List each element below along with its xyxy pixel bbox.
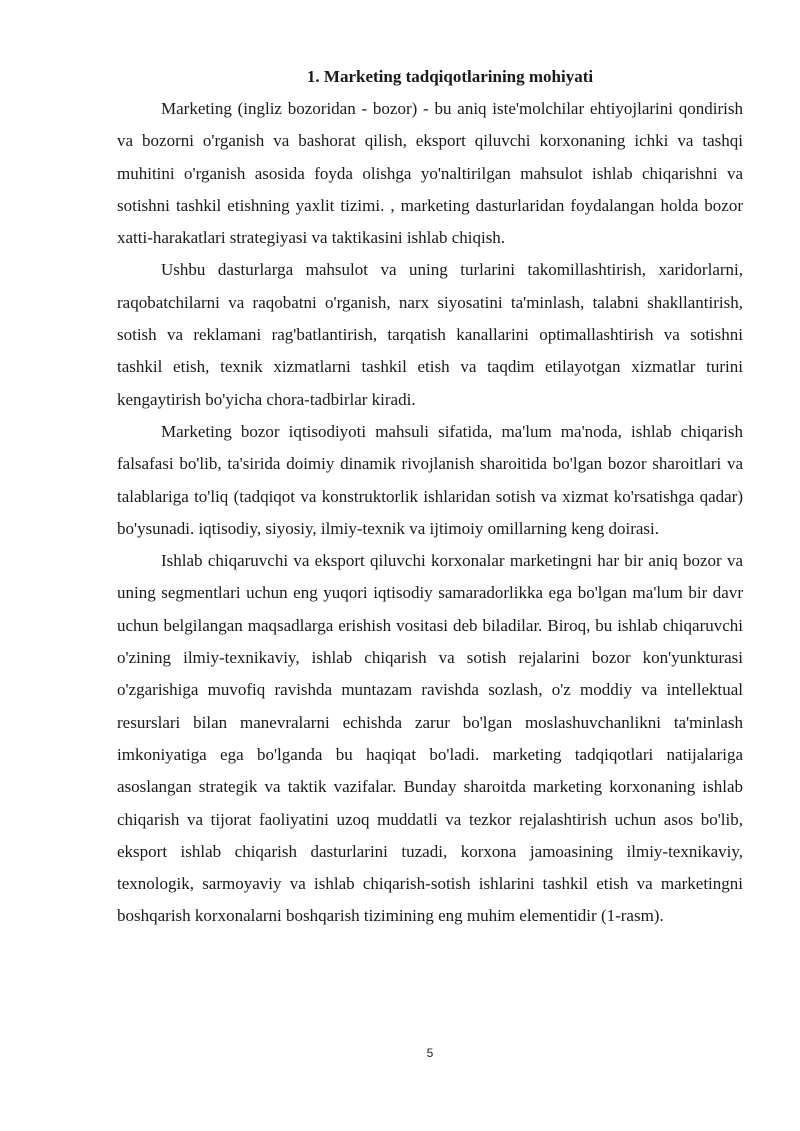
- paragraph-4: Ishlab chiqaruvchi va eksport qiluvchi korxonalar marketingni har bir aniq bozor va uning segmentlari uchun eng yuqori iqtisodiy samaradorlikka ega bo'lgan ma'lum bir davr uchun belgilangan maqsadlarga erishish vositasi deb biladilar. Biroq, bu ishlab chiqaruvchi o'zining ilmiy-texnikaviy, ishlab chiqarish va sotish rejalarini bozor kon'yunkturasi o'zgarishiga muvofiq ravishda muntazam ravishda sozlash, o'z moddiy va intellektual resurslari bilan manevralarni echishda zarur bo'lgan moslashuvchanlikni ta'minlash imkoniyatiga ega bo'lganda bu haqiqat bo'ladi. marketing tadqiqotlari natijalariga asoslangan strategik va taktik vazifalar. Bunday sharoitda marketing korxonaning ishlab chiqarish va tijorat faoliyatini uzoq muddatli va tezkor rejalashtirish uchun asos bo'lib, eksport ishlab chiqarish dasturlarini tuzadi, korxona jamoasining ilmiy-texnikaviy, texnologik, sarmoyaviy va ishlab chiqarish-sotish ishlarini tashkil etish va marketingni boshqarish korxonalarni boshqarish tizimining eng muhim elementidir (1-rasm).: [117, 551, 743, 926]
- paragraph-3: Marketing bozor iqtisodiyoti mahsuli sifatida, ma'lum ma'noda, ishlab chiqarish falsafasi bo'lib, ta'sirida doimiy dinamik rivojlanish sharoitida bo'lgan bozor sharoitlari va talablariga to'liq (tadqiqot va konstruktorlik ishlaridan sotish va xizmat ko'rsatishga qadar) bo'ysunadi. iqtisodiy, siyosiy, ilmiy-texnik va ijtimoiy omillarning keng doirasi.: [117, 421, 743, 538]
- paragraph-2: Ushbu dasturlarga mahsulot va uning turlarini takomillashtirish, xaridorlarni, raqobatchilarni va raqobatni o'rganish, narx siyosatini ta'minlash, talabni shakllantirish, sotish va reklamani rag'batlantirish, tarqatish kanallarini optimallashtirish va sotishni tashkil etish, texnik xizmatlarni tashkil etish va taqdim etilayotgan xizmatlar turini kengaytirish bo'yicha chora-tadbirlar kiradi.: [117, 260, 743, 409]
- paragraph-1: Marketing (ingliz bozoridan - bozor) - bu aniq iste'molchilar ehtiyojlarini qondirish va bozorni o'rganish va bashorat qilish, eksport qiluvchi korxonaning ichki va tashqi muhitini o'rganish asosida foyda olishga yo'naltirilgan mahsulot ishlab chiqarishni va sotishni tashkil etishning yaxlit tizimi. , marketing dasturlaridan foydalangan holda bozor xatti-harakatlari strategiyasi va taktikasini ishlab chiqish.: [117, 99, 743, 248]
- page-number: 5: [426, 1046, 434, 1060]
- section-title: 1. Marketing tadqiqotlarining mohiyati: [306, 67, 594, 86]
- document-page: [117, 64, 743, 933]
